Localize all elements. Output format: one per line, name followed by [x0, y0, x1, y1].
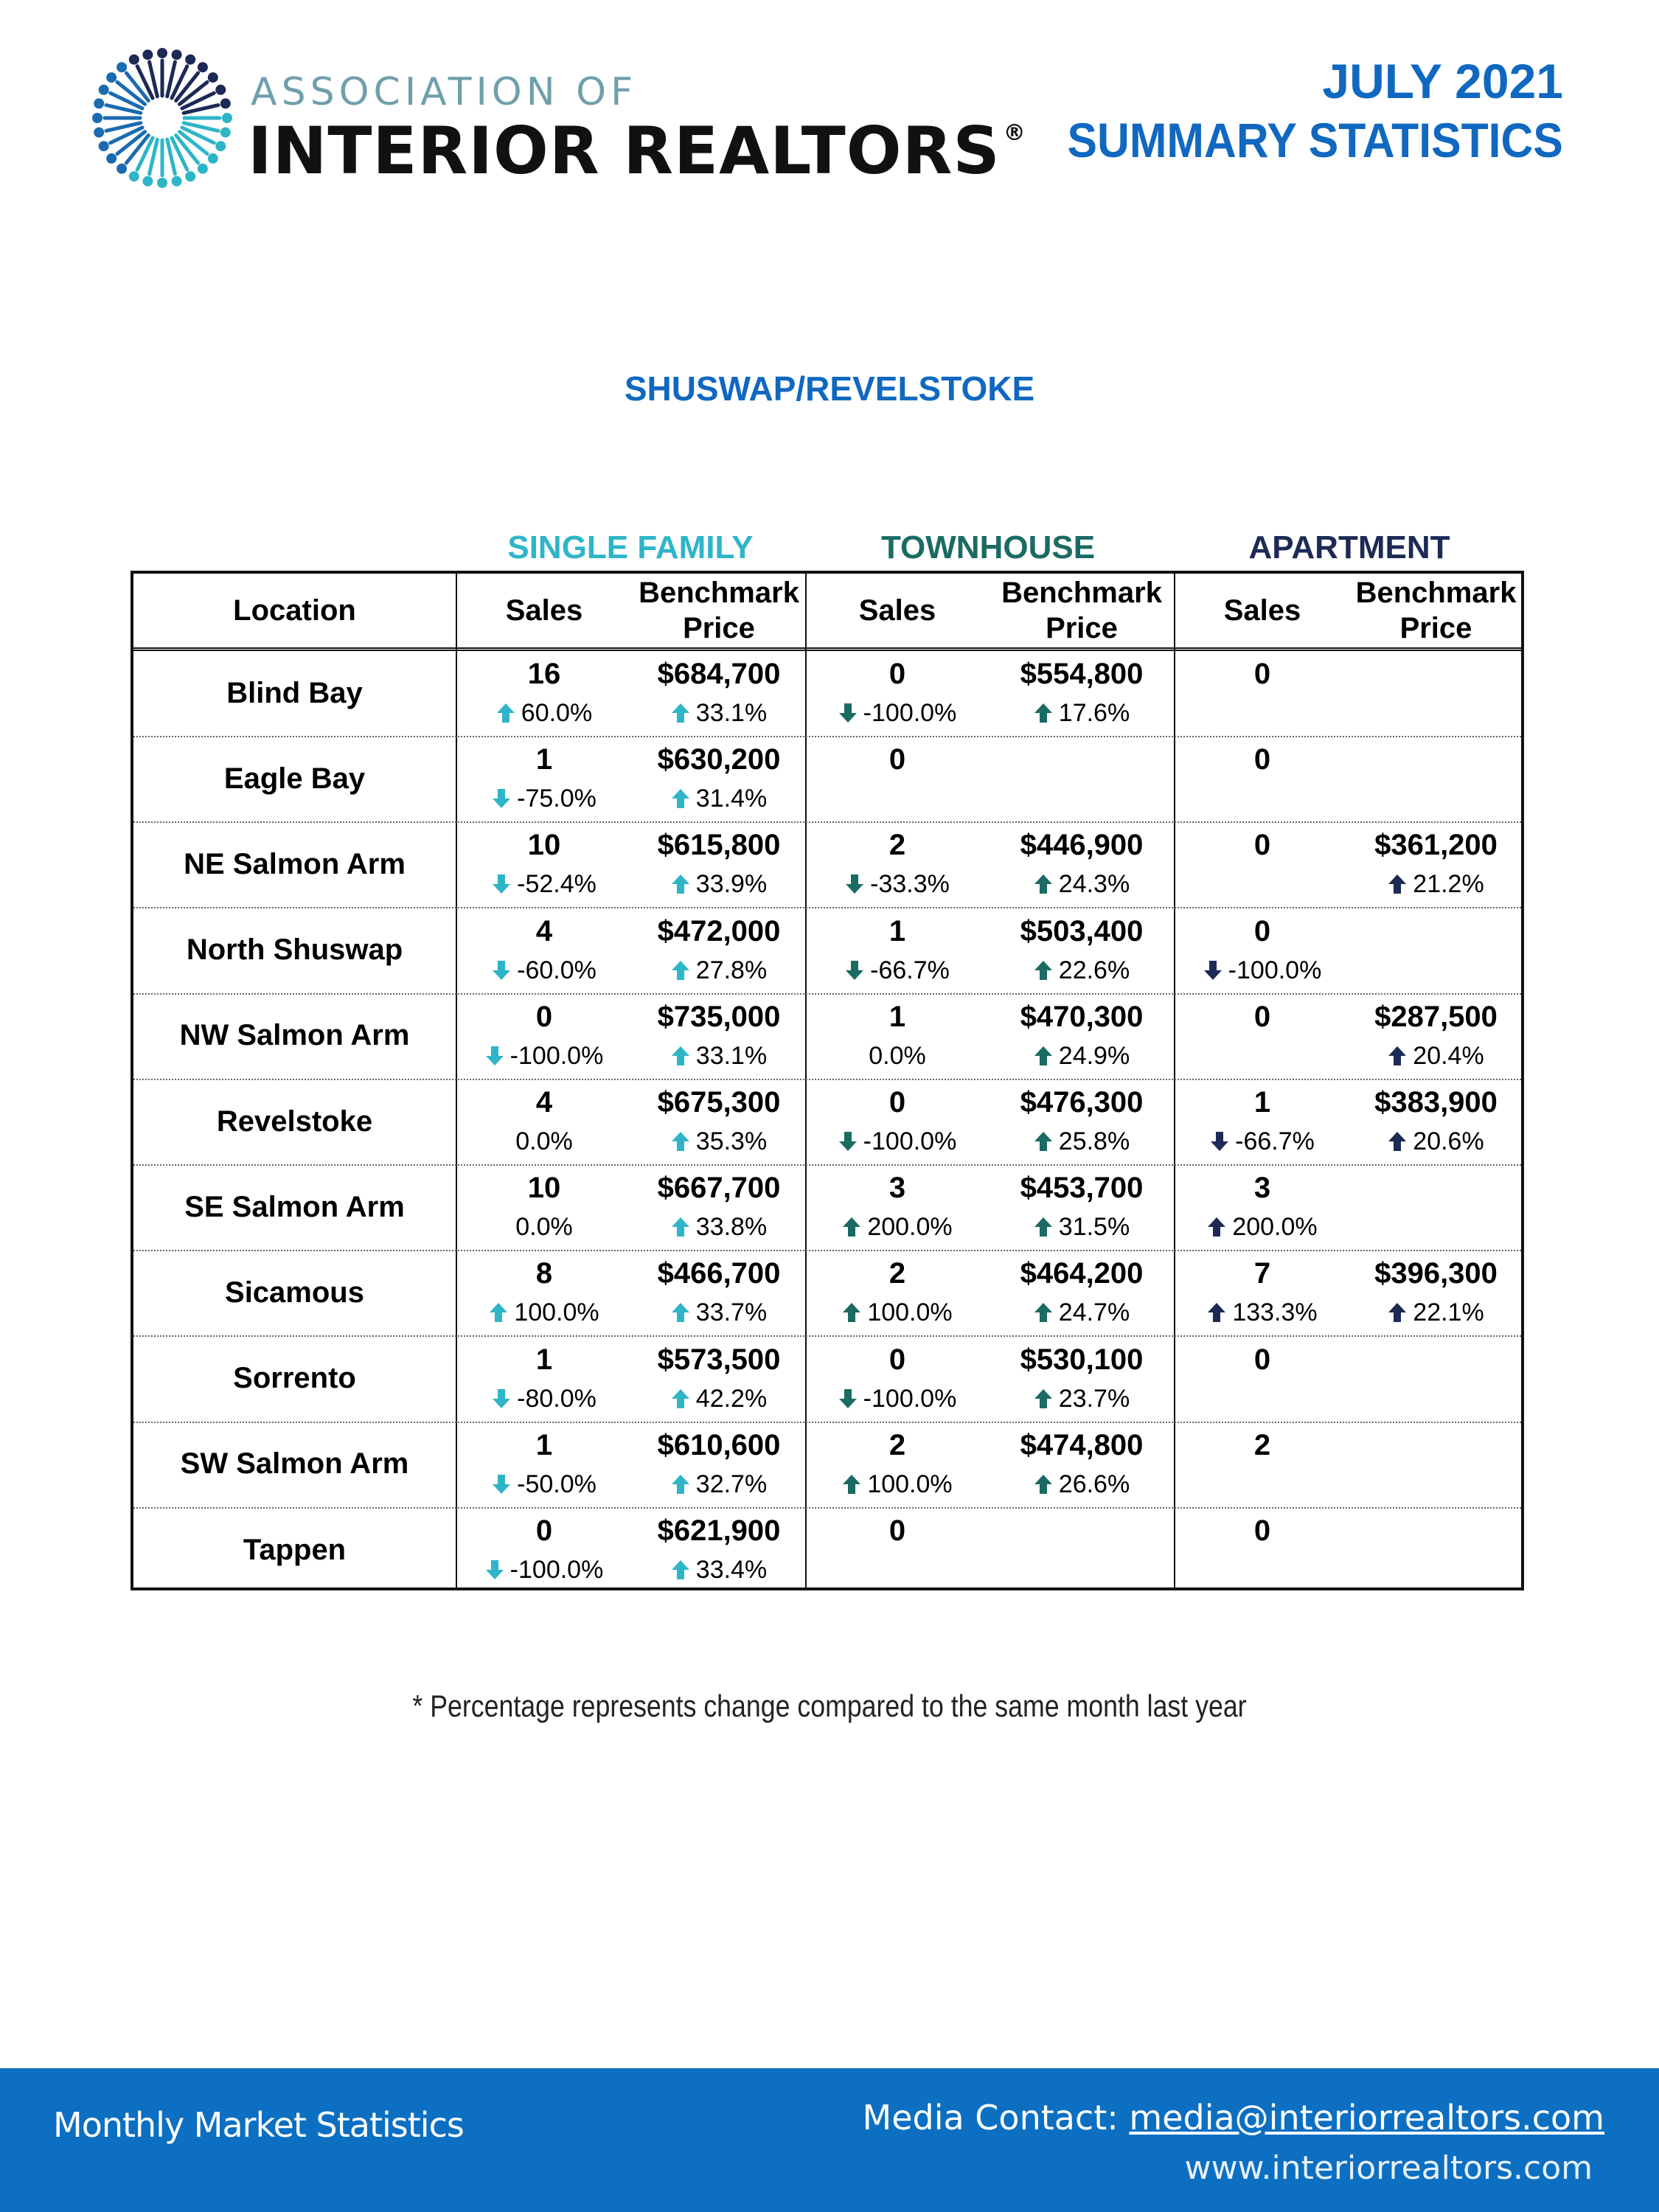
sf-price-change-text: 33.8%	[695, 1213, 768, 1242]
th-sales-change	[805, 1385, 990, 1413]
report-subtitle: SUMMARY STATISTICS	[1067, 113, 1563, 167]
ap-sales-value: 1	[1253, 1086, 1271, 1119]
table-row	[133, 736, 1521, 823]
location-cell: North Shuswap	[186, 933, 403, 967]
ap-sales-value: 3	[1253, 1172, 1271, 1205]
ap-price-change-text: 22.1%	[1413, 1298, 1484, 1327]
sf-sales-value: 16	[527, 658, 561, 690]
ap-sales-value: 0	[1253, 1000, 1271, 1033]
sf-benchmark-price: $573,500	[657, 1343, 781, 1376]
sf-price-change	[633, 1042, 805, 1071]
footer-title: Monthly Market Statistics	[53, 2105, 464, 2145]
arrow-down-icon	[838, 1388, 858, 1409]
ap-sales-change-text: -66.7%	[1235, 1127, 1315, 1155]
sf-benchmark-price: $472,000	[657, 914, 781, 947]
sf-sales-change-text: -80.0%	[517, 1384, 597, 1413]
th-sales-value: 0	[888, 1343, 906, 1376]
sf-sales-change	[456, 1385, 633, 1413]
th-price-change-text: 24.9%	[1058, 1041, 1130, 1070]
th-benchmark-price: $464,200	[1020, 1257, 1144, 1290]
sf-benchmark-price: $621,900	[657, 1514, 781, 1547]
sf-sales-change	[456, 870, 633, 899]
sf-sales-value: 1	[535, 1343, 553, 1376]
header-ap-price-l2: Price	[1399, 612, 1472, 644]
th-sales-change	[805, 870, 990, 899]
th-sales-change	[805, 1127, 990, 1156]
th-sales-change-text: 0.0%	[869, 1041, 926, 1070]
th-sales-change	[805, 699, 990, 728]
th-price-change	[990, 1127, 1174, 1156]
arrow-up-icon	[671, 1474, 690, 1495]
ap-sales-value: 0	[1253, 1343, 1271, 1376]
sf-price-change	[633, 1385, 805, 1413]
arrow-up-icon	[671, 1302, 690, 1323]
sf-price-change	[633, 1556, 805, 1585]
th-benchmark-price: $470,300	[1020, 1000, 1144, 1033]
arrow-down-icon	[485, 1046, 504, 1066]
arrow-up-icon	[671, 1388, 690, 1409]
th-sales-change-text: -33.3%	[870, 870, 950, 899]
arrow-down-icon	[1203, 960, 1222, 981]
arrow-up-icon	[1034, 1131, 1053, 1152]
footnote: * Percentage represents change compared to the same month last year	[412, 1688, 1247, 1723]
arrow-down-icon	[492, 788, 511, 809]
th-sales-change-text: -66.7%	[870, 956, 950, 984]
arrow-down-icon	[492, 1474, 511, 1495]
sf-price-change	[633, 870, 805, 899]
logo-line-2	[248, 113, 1026, 189]
sf-benchmark-price: $684,700	[657, 658, 781, 690]
header-sf-price-l2: Price	[683, 612, 755, 644]
sf-sales-value: 1	[535, 1428, 553, 1461]
arrow-up-icon	[1388, 1131, 1407, 1152]
sf-price-change-text: 33.1%	[695, 699, 768, 727]
sf-price-change-text: 32.7%	[695, 1470, 768, 1498]
sf-sales-change-text: -52.4%	[517, 870, 597, 899]
table-row	[133, 993, 1521, 1080]
logo	[88, 41, 1032, 203]
sf-sales-value: 10	[527, 1172, 561, 1205]
arrow-down-icon	[492, 874, 511, 894]
sf-sales-change	[456, 699, 633, 728]
header-ap-price-l1: Benchmark	[1355, 577, 1517, 609]
sf-benchmark-price: $630,200	[657, 743, 781, 776]
th-price-change-text: 25.8%	[1058, 1127, 1130, 1155]
ap-sales-change-text: -100.0%	[1228, 956, 1322, 984]
sf-benchmark-price: $675,300	[657, 1086, 781, 1119]
th-sales-value: 0	[888, 658, 906, 690]
th-benchmark-price: $476,300	[1020, 1086, 1144, 1119]
th-benchmark-price: $530,100	[1020, 1343, 1144, 1376]
th-sales-change-text: -100.0%	[863, 699, 957, 727]
sf-price-change	[633, 1298, 805, 1327]
ap-benchmark-price: $383,900	[1374, 1086, 1498, 1119]
th-sales-change-text: -100.0%	[863, 1127, 957, 1155]
arrow-up-icon	[671, 1559, 690, 1580]
sf-sales-change-text: -60.0%	[517, 956, 597, 984]
th-benchmark-price: $503,400	[1020, 914, 1144, 947]
location-cell: NW Salmon Arm	[179, 1019, 410, 1052]
table-row	[133, 1507, 1521, 1593]
arrow-up-icon	[1207, 1302, 1226, 1323]
location-cell: Eagle Bay	[223, 762, 366, 795]
location-cell: Sicamous	[225, 1276, 364, 1309]
region-title: SHUSWAP/REVELSTOKE	[624, 369, 1035, 408]
header-ap-sales: Sales	[1223, 594, 1301, 627]
media-email-link[interactable]: media@interiorrealtors.com	[1129, 2098, 1604, 2138]
th-sales-change	[805, 1298, 990, 1327]
header-sf-sales: Sales	[505, 594, 583, 627]
location-cell: Blind Bay	[226, 676, 363, 709]
arrow-up-icon	[1034, 1046, 1053, 1066]
th-sales-value: 3	[888, 1172, 906, 1205]
arrow-down-icon	[845, 874, 864, 894]
table-row	[133, 1164, 1521, 1251]
sf-price-change-text: 35.3%	[695, 1127, 768, 1155]
arrow-up-icon	[842, 1302, 861, 1323]
th-benchmark-price: $453,700	[1020, 1172, 1144, 1205]
arrow-up-icon	[1207, 1217, 1226, 1237]
sf-sales-value: 8	[535, 1257, 553, 1290]
header-sf-price	[633, 574, 805, 647]
arrow-down-icon	[838, 1131, 858, 1152]
sf-price-change-text: 42.2%	[695, 1384, 768, 1413]
ap-sales-value: 0	[1253, 914, 1271, 947]
ap-sales-change	[1174, 1298, 1351, 1327]
arrow-down-icon	[485, 1559, 504, 1580]
sf-sales-change	[456, 1470, 633, 1499]
ap-price-change	[1351, 1298, 1521, 1327]
arrow-up-icon	[1034, 703, 1053, 723]
arrow-up-icon	[671, 703, 690, 723]
arrow-up-icon	[496, 703, 515, 723]
table-row	[133, 650, 1521, 737]
ap-price-change	[1351, 1042, 1521, 1071]
arrow-down-icon	[845, 960, 864, 981]
th-benchmark-price: $446,900	[1020, 829, 1144, 862]
ap-benchmark-price: $396,300	[1374, 1257, 1498, 1290]
th-price-change	[990, 1385, 1174, 1413]
th-benchmark-price: $554,800	[1020, 658, 1144, 690]
sf-price-change-text: 33.4%	[695, 1556, 768, 1584]
logo-line-1: ASSOCIATION OF	[251, 70, 637, 114]
th-sales-change-text: 200.0%	[867, 1213, 953, 1242]
sf-price-change-text: 33.9%	[695, 870, 768, 899]
sf-price-change	[633, 1127, 805, 1156]
th-price-change	[990, 1470, 1174, 1499]
sf-benchmark-price: $735,000	[657, 1000, 781, 1033]
footer-bar	[0, 2068, 1659, 2212]
arrow-up-icon	[671, 1217, 690, 1237]
th-price-change-text: 26.6%	[1058, 1470, 1130, 1498]
sf-price-change	[633, 1470, 805, 1499]
sf-price-change	[633, 785, 805, 813]
sf-sales-value: 4	[535, 1086, 553, 1119]
arrow-up-icon	[489, 1302, 508, 1323]
location-cell: NE Salmon Arm	[184, 847, 406, 880]
sf-sales-value: 0	[535, 1000, 553, 1033]
th-sales-change-text: 100.0%	[867, 1298, 953, 1327]
arrow-up-icon	[1388, 874, 1407, 894]
sf-price-change	[633, 956, 805, 985]
sf-sales-change-text: -100.0%	[509, 1041, 604, 1070]
th-sales-value: 1	[888, 914, 906, 947]
sf-benchmark-price: $610,600	[657, 1428, 781, 1461]
th-benchmark-price: $474,800	[1020, 1428, 1144, 1461]
ap-sales-value: 7	[1253, 1257, 1271, 1290]
category-apartment: APARTMENT	[1248, 529, 1450, 566]
arrow-down-icon	[492, 960, 511, 981]
ap-price-change	[1351, 1127, 1521, 1156]
th-price-change	[990, 1213, 1174, 1242]
th-sales-change-text: 100.0%	[867, 1470, 953, 1498]
sf-benchmark-price: $466,700	[657, 1257, 781, 1290]
media-contact-label: Media Contact:	[862, 2098, 1130, 2138]
ap-sales-change	[1174, 1213, 1351, 1242]
location-cell: Sorrento	[233, 1362, 356, 1395]
th-sales-change	[805, 1042, 990, 1071]
arrow-up-icon	[1034, 874, 1053, 894]
arrow-up-icon	[671, 1046, 690, 1066]
th-sales-change	[805, 1213, 990, 1242]
table-row	[133, 908, 1521, 995]
th-sales-change-text: -100.0%	[863, 1384, 957, 1413]
report-title	[1024, 52, 1563, 170]
sf-sales-value: 1	[535, 743, 553, 776]
arrow-up-icon	[842, 1217, 861, 1237]
ap-benchmark-price: $361,200	[1374, 829, 1498, 862]
table-header	[133, 574, 1521, 651]
ap-sales-value: 0	[1253, 743, 1271, 776]
arrow-up-icon	[671, 874, 690, 894]
media-contact	[863, 2098, 1604, 2138]
table-row	[133, 821, 1521, 908]
sf-sales-change-text: 0.0%	[515, 1213, 573, 1242]
th-price-change-text: 22.6%	[1058, 956, 1130, 984]
header-th-sales: Sales	[858, 594, 936, 627]
th-price-change	[990, 1042, 1174, 1071]
ap-sales-change	[1174, 956, 1351, 985]
sf-sales-change-text: 0.0%	[515, 1127, 573, 1155]
sf-price-change-text: 33.1%	[695, 1041, 768, 1070]
sf-price-change	[633, 699, 805, 728]
sf-benchmark-price: $615,800	[657, 829, 781, 862]
table-row	[133, 1336, 1521, 1423]
header-sf-price-l1: Benchmark	[639, 577, 799, 609]
sf-price-change	[633, 1213, 805, 1242]
ap-sales-value: 0	[1253, 829, 1271, 862]
logo-line-2-text: INTERIOR REALTORS	[248, 113, 1001, 189]
th-sales-value: 0	[888, 1514, 906, 1547]
th-sales-change	[805, 956, 990, 985]
arrow-up-icon	[1034, 1217, 1053, 1237]
ap-benchmark-price: $287,500	[1374, 1000, 1498, 1033]
th-price-change-text: 23.7%	[1058, 1384, 1130, 1413]
sf-sales-change	[456, 1213, 633, 1242]
arrow-up-icon	[1388, 1046, 1407, 1066]
website-link[interactable]: www.interiorrealtors.com	[1184, 2149, 1593, 2187]
sf-price-change-text: 33.7%	[695, 1298, 768, 1327]
header-th-price	[990, 574, 1174, 647]
burst-logo-icon	[88, 41, 236, 195]
arrow-down-icon	[1210, 1131, 1229, 1152]
sf-sales-change	[456, 1127, 633, 1156]
sf-price-change-text: 27.8%	[695, 956, 768, 984]
sf-sales-change	[456, 1556, 633, 1585]
arrow-down-icon	[492, 1388, 511, 1409]
th-price-change	[990, 699, 1174, 728]
th-sales-value: 1	[888, 1000, 906, 1033]
ap-price-change	[1351, 870, 1521, 899]
sf-sales-change-text: 100.0%	[514, 1298, 599, 1327]
table-row	[133, 1422, 1521, 1509]
ap-sales-value: 2	[1253, 1428, 1271, 1461]
th-price-change-text: 24.7%	[1058, 1298, 1130, 1327]
sf-sales-change	[456, 1298, 633, 1327]
ap-price-change-text: 21.2%	[1413, 870, 1484, 899]
sf-sales-change-text: -75.0%	[517, 785, 597, 813]
header-th-price-l1: Benchmark	[1001, 577, 1162, 609]
sf-sales-change	[456, 956, 633, 985]
sf-sales-change-text: -100.0%	[509, 1556, 604, 1584]
sf-sales-change-text: 60.0%	[521, 699, 593, 727]
sf-sales-value: 0	[535, 1514, 553, 1547]
category-townhouse: TOWNHOUSE	[880, 529, 1096, 566]
arrow-up-icon	[1034, 1474, 1053, 1495]
sf-sales-value: 10	[527, 829, 561, 862]
th-sales-change	[805, 1470, 990, 1499]
header-ap-price	[1351, 574, 1521, 647]
ap-price-change-text: 20.4%	[1413, 1041, 1484, 1070]
th-price-change-text: 31.5%	[1058, 1213, 1130, 1242]
registered-mark: ®	[1003, 120, 1026, 146]
arrow-up-icon	[1034, 1302, 1053, 1323]
ap-sales-change-text: 133.3%	[1232, 1298, 1318, 1327]
arrow-up-icon	[671, 788, 690, 809]
ap-sales-change	[1174, 1127, 1351, 1156]
th-sales-value: 0	[888, 743, 906, 776]
sf-sales-change	[456, 785, 633, 813]
location-cell: SW Salmon Arm	[180, 1447, 409, 1481]
th-price-change-text: 17.6%	[1058, 699, 1130, 727]
header-location: Location	[233, 594, 356, 627]
header-th-price-l2: Price	[1046, 612, 1118, 644]
th-price-change	[990, 1298, 1174, 1327]
ap-sales-value: 0	[1253, 658, 1271, 690]
th-sales-value: 2	[888, 1428, 906, 1461]
report-month: JULY 2021	[1322, 54, 1563, 108]
arrow-up-icon	[842, 1474, 861, 1495]
sf-sales-change-text: -50.0%	[517, 1470, 597, 1498]
ap-sales-change-text: 200.0%	[1232, 1213, 1318, 1242]
ap-price-change-text: 20.6%	[1413, 1127, 1484, 1155]
sf-price-change-text: 31.4%	[695, 785, 768, 813]
sf-benchmark-price: $667,700	[657, 1172, 781, 1205]
th-price-change	[990, 956, 1174, 985]
category-single-family: SINGLE FAMILY	[507, 529, 754, 566]
arrow-up-icon	[1388, 1302, 1407, 1323]
ap-sales-value: 0	[1253, 1514, 1271, 1547]
th-price-change-text: 24.3%	[1058, 870, 1130, 899]
arrow-up-icon	[671, 960, 690, 981]
th-sales-value: 0	[888, 1086, 906, 1119]
statistics-table	[131, 571, 1524, 1590]
arrow-up-icon	[1034, 1388, 1053, 1409]
table-row	[133, 1250, 1521, 1337]
location-cell: Tappen	[243, 1533, 347, 1566]
th-sales-value: 2	[888, 1257, 906, 1290]
th-price-change	[990, 870, 1174, 899]
sf-sales-value: 4	[535, 914, 553, 947]
location-cell: Revelstoke	[216, 1105, 373, 1138]
th-sales-value: 2	[888, 829, 906, 862]
table-row	[133, 1079, 1521, 1166]
location-cell: SE Salmon Arm	[184, 1190, 405, 1223]
arrow-up-icon	[671, 1131, 690, 1152]
arrow-down-icon	[838, 703, 858, 723]
sf-sales-change	[456, 1042, 633, 1071]
arrow-up-icon	[1034, 960, 1053, 981]
